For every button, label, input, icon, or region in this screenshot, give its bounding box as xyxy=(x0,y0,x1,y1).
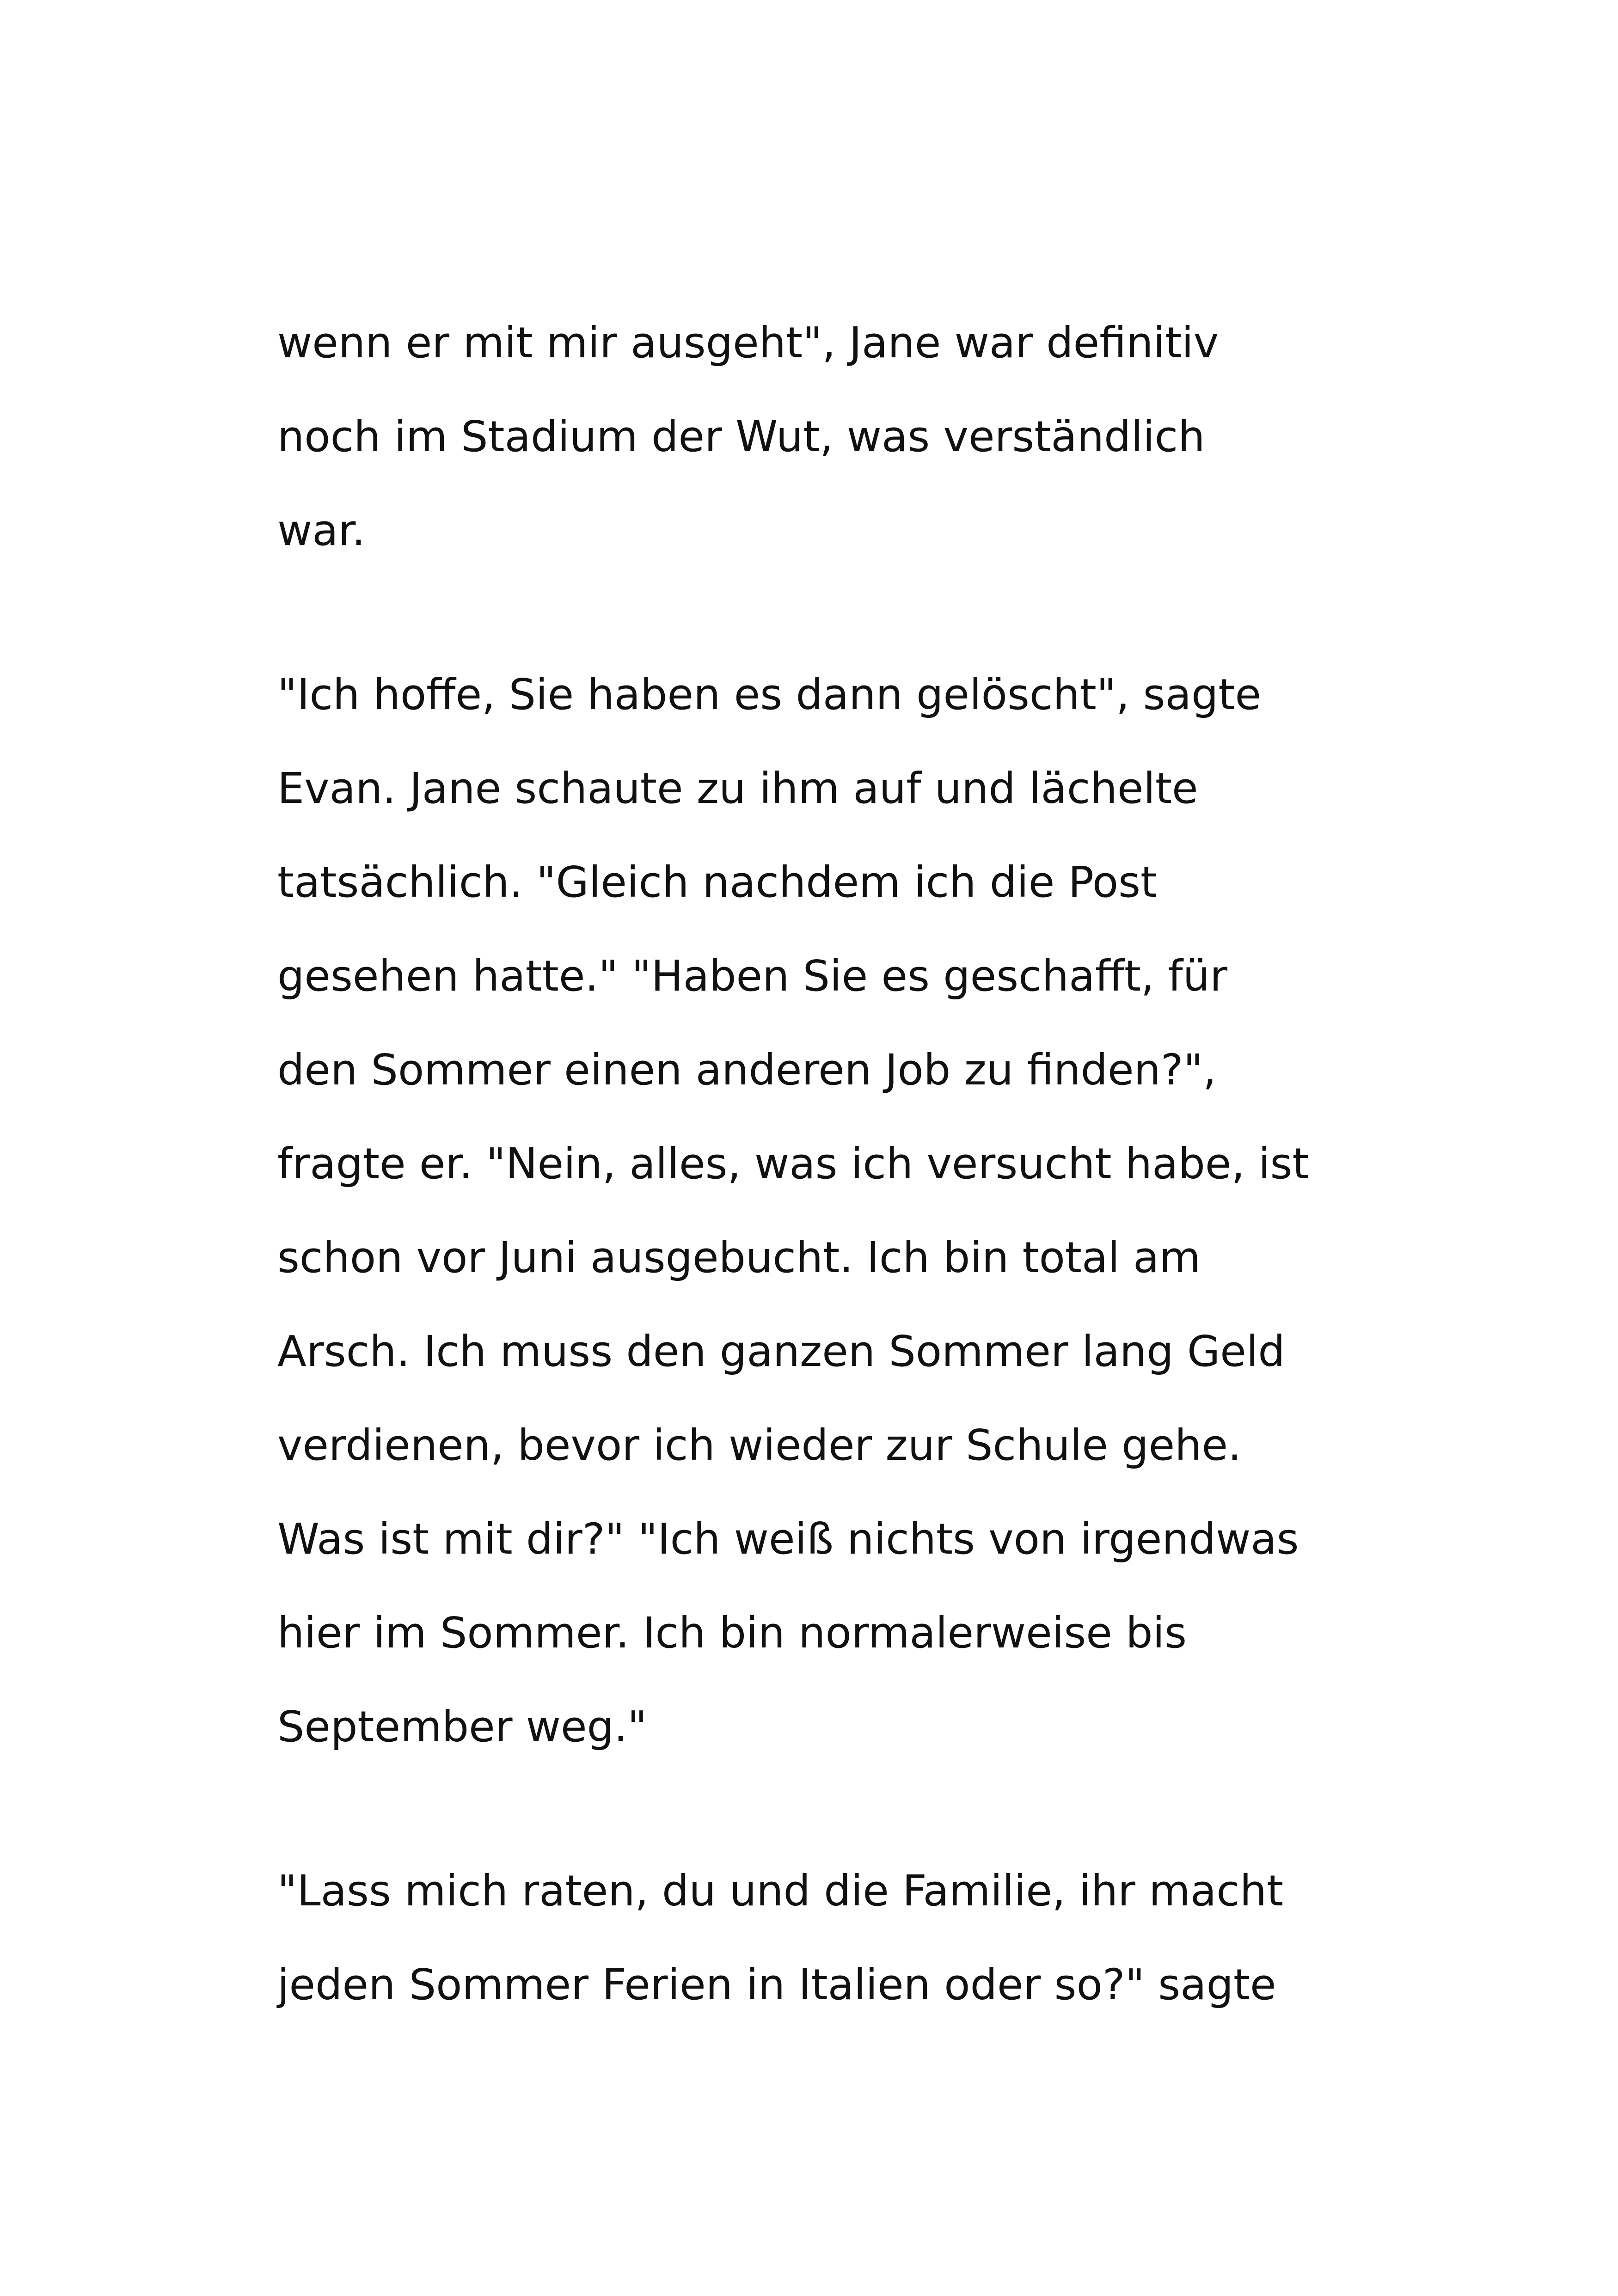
text-line: schon vor Juni ausgebucht. Ich bin total am xyxy=(277,1233,1201,1282)
text-line: gesehen hatte." "Haben Sie es geschafft, für xyxy=(277,951,1227,1001)
paragraph-spacing xyxy=(277,577,1387,648)
text-line: Arsch. Ich muss den ganzen Sommer lang Geld xyxy=(277,1327,1285,1376)
text-line: "Ich hoffe, Sie haben es dann gelöscht", sagte xyxy=(277,670,1262,719)
body-text xyxy=(277,296,1387,2032)
text-line: war. xyxy=(277,506,366,555)
text-line: verdienen, bevor ich wieder zur Schule gehe. xyxy=(277,1420,1242,1470)
text-line: tatsächlich. "Gleich nachdem ich die Post xyxy=(277,857,1158,907)
text-line: den Sommer einen anderen Job zu finden?", xyxy=(277,1045,1217,1095)
text-line: Was ist mit dir?" "Ich weiß nichts von irgendwas xyxy=(277,1514,1299,1564)
text-line: jeden Sommer Ferien in Italien oder so?" sagte xyxy=(277,1960,1276,2009)
text-line: September weg." xyxy=(277,1702,647,1751)
text-line: noch im Stadium der Wut, was verständlich xyxy=(277,412,1205,461)
paragraph-1 xyxy=(277,296,1387,577)
paragraph-3 xyxy=(277,1844,1387,2032)
text-line: Evan. Jane schaute zu ihm auf und lächelte xyxy=(277,764,1198,813)
paragraph-2 xyxy=(277,648,1387,1774)
text-line: "Lass mich raten, du und die Familie, ihr macht xyxy=(277,1866,1284,1916)
text-line: hier im Sommer. Ich bin normalerweise bis xyxy=(277,1608,1187,1658)
text-line: fragte er. "Nein, alles, was ich versucht habe, ist xyxy=(277,1139,1309,1188)
paragraph-spacing xyxy=(277,1774,1387,1844)
text-line: wenn er mit mir ausgeht", Jane war definitiv xyxy=(277,318,1219,367)
